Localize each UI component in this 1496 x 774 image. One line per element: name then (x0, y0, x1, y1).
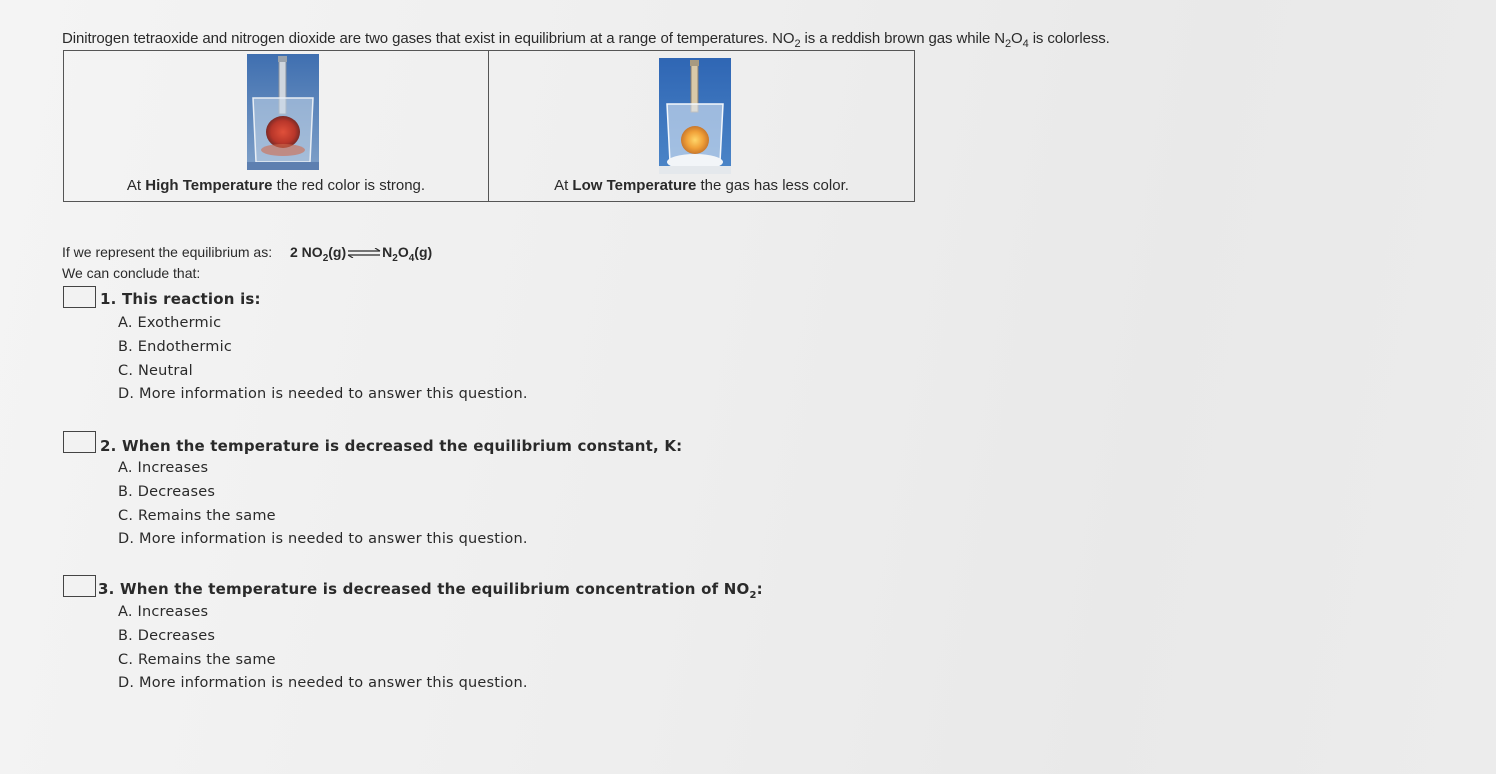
question-1-title: 1. This reaction is: (100, 290, 261, 308)
option-3d: D. More information is needed to answer this question. (118, 675, 528, 692)
figure-table (63, 50, 915, 202)
option-1c: C. Neutral (118, 362, 193, 379)
equilibrium-line (62, 244, 432, 264)
conclude-text: We can conclude that: (62, 265, 201, 281)
beaker-ice-pale-gas-photo (659, 58, 731, 174)
caption-high-temperature: At High Temperature the red color is strong. (126, 177, 426, 194)
answer-box-3[interactable] (63, 575, 96, 597)
caption-low-temperature: At Low Temperature the gas has less color. (554, 177, 849, 194)
question-3-options (118, 604, 528, 699)
answer-box-1[interactable] (63, 286, 96, 308)
option-1a: A. Exothermic (118, 315, 222, 331)
option-3b: B. Decreases (118, 627, 216, 644)
option-2b: B. Decreases (118, 483, 216, 500)
beaker-red-gas-photo (247, 54, 319, 170)
equilibrium-equation: 2 $NO_2(g)$ $N_2O_4(g)$ (290, 244, 433, 264)
option-2d: D. More information is needed to answer this question. (118, 531, 528, 548)
figure-cell-low-temperature (489, 51, 914, 201)
equilibrium-arrow-icon (347, 248, 381, 258)
figure-cell-high-temperature (64, 51, 489, 201)
option-2a: A. Increases (118, 460, 209, 476)
question-2-options (118, 460, 528, 555)
question-3-title: 3. When the temperature is decreased the equilibrium concentration of $NO_2$: (98, 580, 763, 601)
question-1-options (118, 315, 528, 410)
option-2c: C. Remains the same (118, 507, 276, 524)
intro-text: Dinitrogen tetraoxide and nitrogen dioxide are two gases that exist in equilibrium at a range of temperatures. $NO_2$ is a reddish brown gas while $N_2O_4$ is colorless. (62, 30, 1110, 50)
option-3c: C. Remains the same (118, 651, 276, 668)
option-1b: B. Endothermic (118, 338, 233, 355)
option-1d: D. More information is needed to answer this question. (118, 386, 528, 403)
question-2-title: 2. When the temperature is decreased the equilibrium constant, K: (100, 437, 683, 455)
equilibrium-lead: If we represent the equilibrium as: (62, 244, 273, 260)
answer-box-2[interactable] (63, 431, 96, 453)
option-3a: A. Increases (118, 604, 209, 620)
